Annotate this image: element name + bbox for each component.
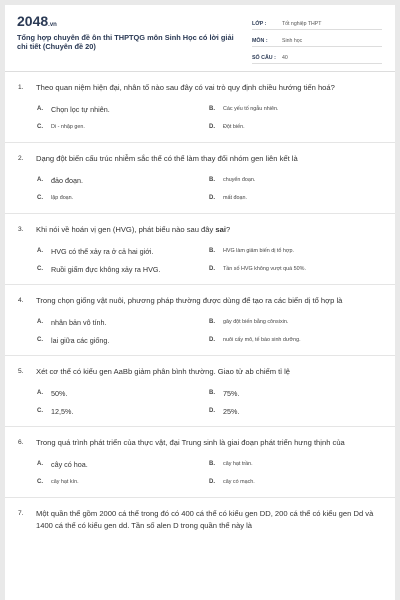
option-a[interactable] <box>37 384 209 402</box>
meta-value: 40 <box>282 55 288 61</box>
question-6 <box>5 427 395 498</box>
options <box>18 171 385 207</box>
option-letter: D. <box>209 408 215 414</box>
option-text: 50%. <box>51 388 68 398</box>
question-2 <box>5 143 395 214</box>
option-letter: B. <box>209 319 215 325</box>
option-text: mất đoạn. <box>223 195 247 201</box>
option-a[interactable] <box>37 100 209 118</box>
option-text: 12,5%. <box>51 406 74 416</box>
options <box>18 100 385 136</box>
meta-class <box>252 16 382 30</box>
option-text: HVG có thể xảy ra ở cả hai giới. <box>51 246 154 256</box>
option-d[interactable] <box>209 118 381 136</box>
meta-value: Sinh học <box>282 38 303 44</box>
logo-suffix: .vn <box>48 22 57 28</box>
option-text: cây hạt kín. <box>51 479 79 485</box>
option-text: đảo đoạn. <box>51 175 83 185</box>
option-letter: A. <box>37 390 43 396</box>
question-number: 7. <box>18 510 24 517</box>
option-text: nuôi cấy mô, tế bào sinh dưỡng. <box>223 337 301 343</box>
option-text: gây đột biến bằng cônsixin. <box>223 319 289 325</box>
option-letter: D. <box>209 195 215 201</box>
option-letter: B. <box>209 177 215 183</box>
option-c[interactable] <box>37 331 209 349</box>
document-meta <box>252 16 382 67</box>
option-c[interactable] <box>37 473 209 491</box>
question-text-part: ? <box>225 225 231 234</box>
question-number: 6. <box>18 439 24 446</box>
option-c[interactable] <box>37 118 209 136</box>
options <box>18 242 385 278</box>
option-c[interactable] <box>37 402 209 420</box>
question-1 <box>5 72 395 143</box>
option-text: cây có hoa. <box>51 459 88 469</box>
options <box>18 384 385 420</box>
question-number: 4. <box>18 297 24 304</box>
option-text: cây hạt trần. <box>223 461 253 467</box>
meta-subject <box>252 33 382 47</box>
option-letter: A. <box>37 177 43 183</box>
option-letter: A. <box>37 106 43 112</box>
meta-label: LỚP : <box>252 21 267 27</box>
option-text: Ruồi giấm đực không xảy ra HVG. <box>51 264 161 274</box>
option-letter: C. <box>37 408 43 414</box>
option-letter: C. <box>37 337 43 343</box>
option-text: Chọn lọc tự nhiên. <box>51 104 110 114</box>
option-letter: C. <box>37 195 43 201</box>
option-b[interactable] <box>209 242 381 260</box>
question-number: 5. <box>18 368 24 375</box>
option-text: chuyển đoạn. <box>223 177 256 183</box>
option-text: Di - nhập gen. <box>51 124 85 130</box>
option-letter: A. <box>37 248 43 254</box>
option-letter: B. <box>209 106 215 112</box>
question-text: Trong chọn giống vật nuôi, phương pháp thường được dùng để tạo ra các biến dị tổ hợp là <box>36 296 343 305</box>
option-letter: B. <box>209 461 215 467</box>
option-c[interactable] <box>37 260 209 278</box>
document-header <box>5 5 395 71</box>
option-a[interactable] <box>37 455 209 473</box>
option-letter: A. <box>37 319 43 325</box>
option-a[interactable] <box>37 313 209 331</box>
option-letter: D. <box>209 124 215 130</box>
option-text: lai giữa các giống. <box>51 335 110 345</box>
question-emphasis: sai <box>215 225 226 234</box>
option-text: Các yếu tố ngẫu nhiên. <box>223 106 279 112</box>
options <box>18 313 385 349</box>
option-text: nhân bản vô tính. <box>51 317 107 327</box>
option-d[interactable] <box>209 331 381 349</box>
options <box>18 455 385 491</box>
option-letter: D. <box>209 266 215 272</box>
option-letter: C. <box>37 124 43 130</box>
option-letter: B. <box>209 390 215 396</box>
option-text: Tần số HVG không vượt quá 50%. <box>223 266 306 272</box>
question-text-part: Khi nói về hoán vị gen (HVG), phát biểu nào sau đây <box>36 225 216 234</box>
option-text: 75%. <box>223 388 240 398</box>
option-d[interactable] <box>209 189 381 207</box>
question-text: Trong quá trình phát triển của thực vật, đại Trung sinh là giai đoạn phát triển hưng thịnh của <box>36 438 345 447</box>
option-text: 25%. <box>223 406 240 416</box>
option-d[interactable] <box>209 473 381 491</box>
option-letter: B. <box>209 248 215 254</box>
question-5 <box>5 356 395 427</box>
option-letter: D. <box>209 337 215 343</box>
question-7 <box>5 498 395 538</box>
option-letter: C. <box>37 266 43 272</box>
question-text: Theo quan niệm hiện đại, nhân tố nào sau đây có vai trò quy định chiều hướng tiến hoá? <box>36 83 335 92</box>
option-b[interactable] <box>209 313 381 331</box>
question-3 <box>5 214 395 285</box>
option-text: HVG làm giảm biến dị tổ hợp. <box>223 248 294 254</box>
option-letter: A. <box>37 461 43 467</box>
meta-count <box>252 50 382 64</box>
meta-label: SỐ CÂU : <box>252 55 276 61</box>
option-text: Đột biến. <box>223 124 245 130</box>
option-text: cây có mạch. <box>223 479 255 485</box>
question-text: Dạng đột biến cấu trúc nhiễm sắc thể có thể làm thay đổi nhóm gen liên kết là <box>36 154 298 163</box>
question-text: Xét cơ thể có kiểu gen AaBb giảm phân bình thường. Giao tử ab chiếm tỉ lệ <box>36 367 290 376</box>
logo-text: 2048 <box>17 13 49 29</box>
document-page <box>5 5 395 600</box>
question-4 <box>5 285 395 356</box>
meta-value: Tốt nghiệp THPT <box>282 21 322 27</box>
document-title: Tổng hợp chuyên đề ôn thi THPTQG môn Sinh Học có lời giải chi tiết (Chuyên đề 20) <box>17 33 234 51</box>
option-d[interactable] <box>209 260 381 278</box>
question-text <box>36 224 385 236</box>
option-d[interactable] <box>209 402 381 420</box>
option-b[interactable] <box>209 455 381 473</box>
question-number: 2. <box>18 155 24 162</box>
meta-label: MÔN : <box>252 38 268 44</box>
question-text: Một quần thể gồm 2000 cá thể trong đó có 400 cá thể có kiểu gen DD, 200 cá thể có kiểu gen Dd và 1400 cá thể có kiểu gen dd. Tần số alen D trong quần thể này là <box>36 509 374 530</box>
option-text: lặp đoạn. <box>51 195 74 201</box>
option-a[interactable] <box>37 171 209 189</box>
question-number: 3. <box>18 226 24 233</box>
option-b[interactable] <box>209 171 381 189</box>
option-a[interactable] <box>37 242 209 260</box>
option-c[interactable] <box>37 189 209 207</box>
option-b[interactable] <box>209 100 381 118</box>
option-letter: C. <box>37 479 43 485</box>
option-letter: D. <box>209 479 215 485</box>
question-number: 1. <box>18 84 24 91</box>
option-b[interactable] <box>209 384 381 402</box>
